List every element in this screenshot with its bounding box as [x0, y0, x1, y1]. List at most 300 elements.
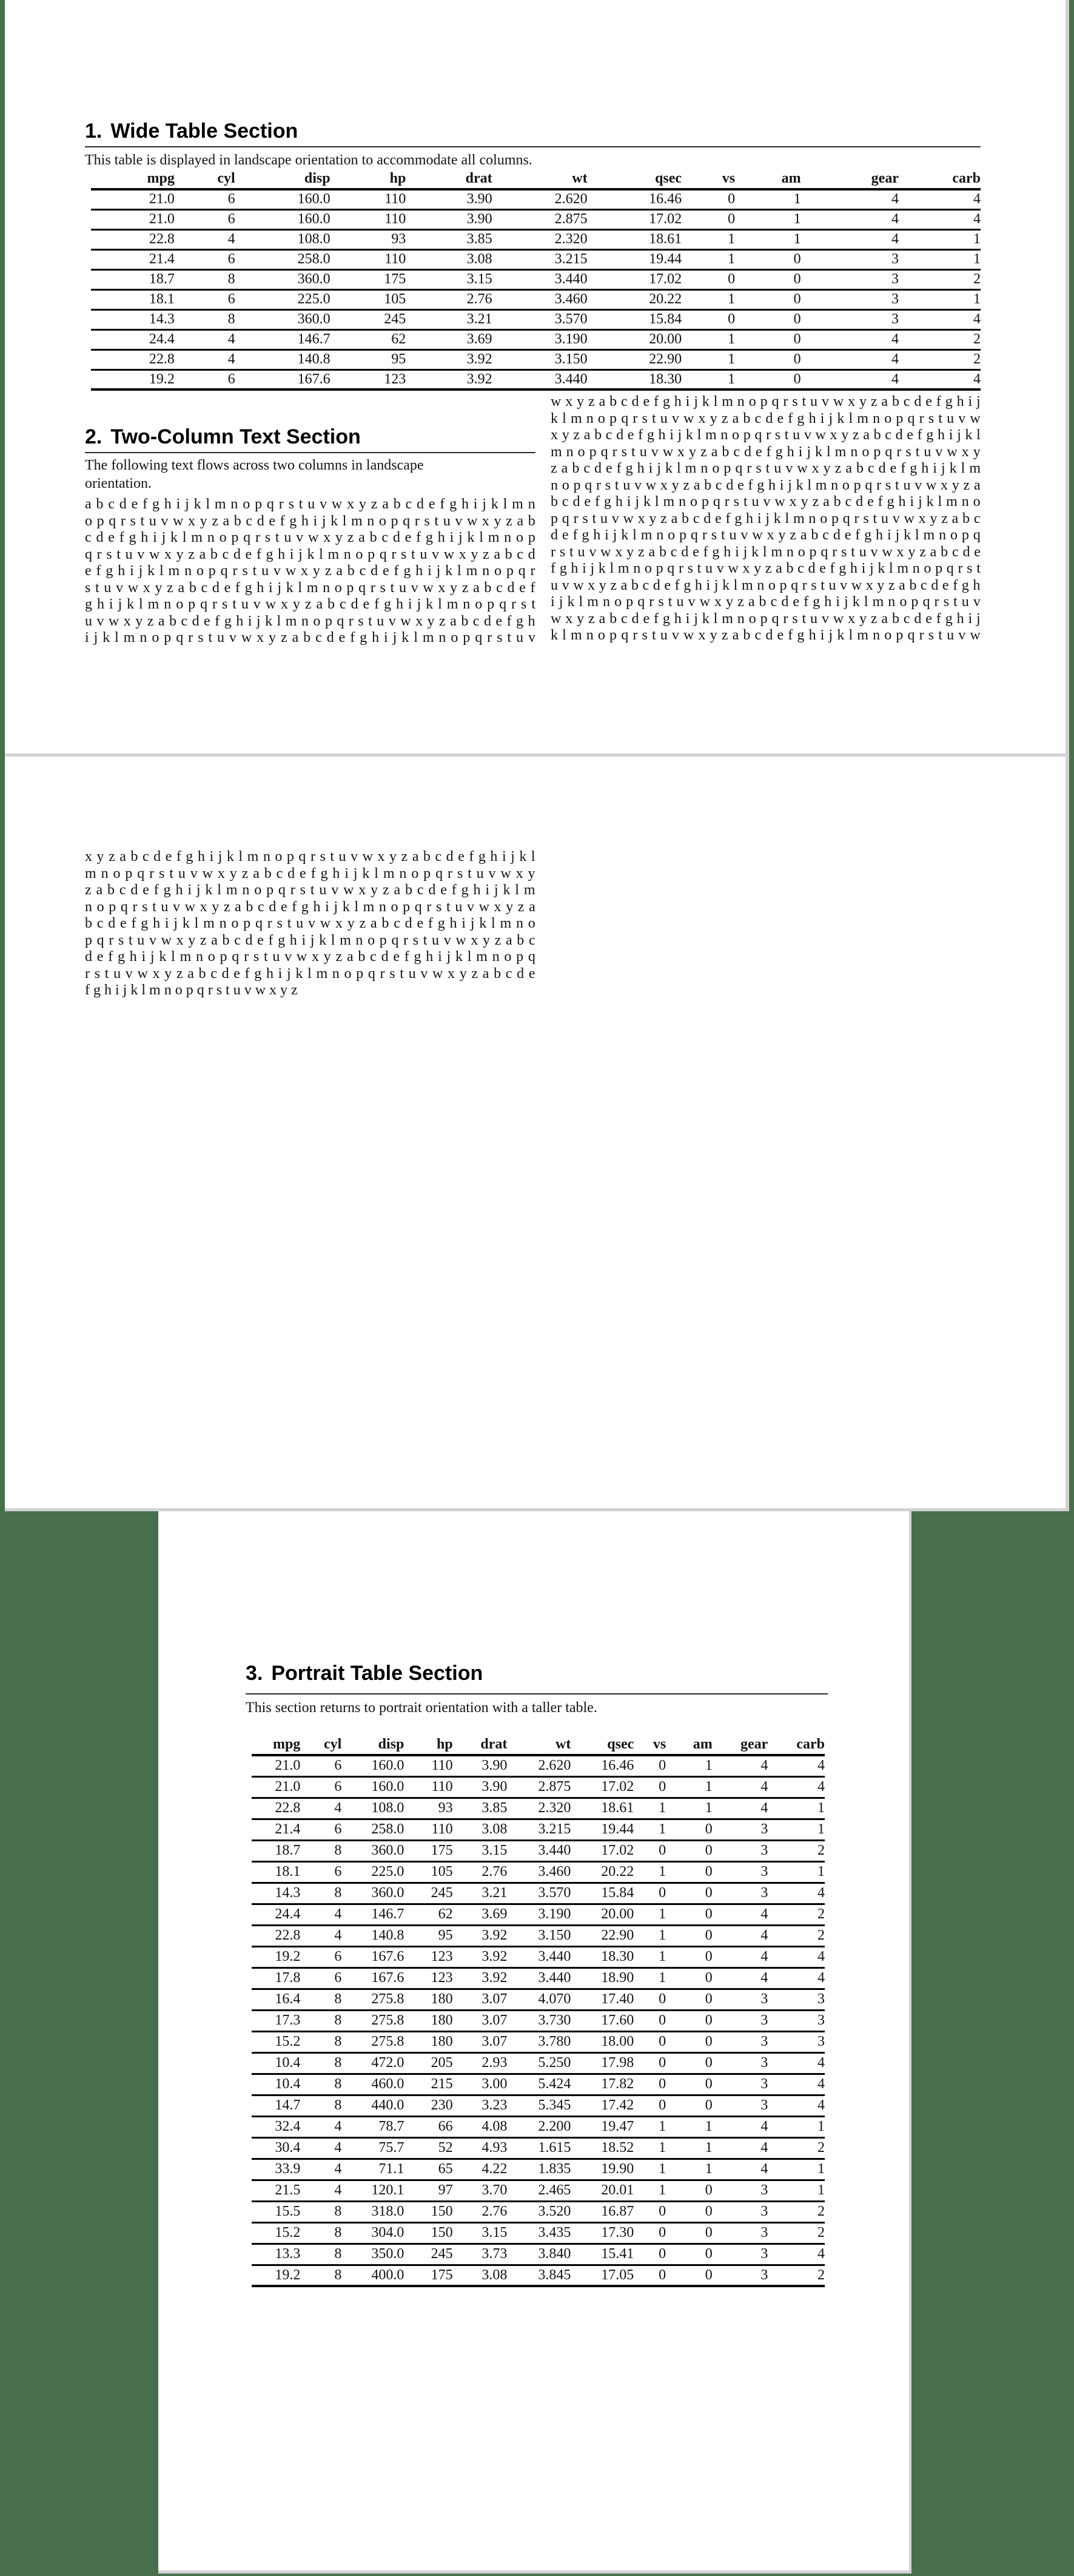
table-cell: 21.4	[149, 251, 175, 267]
table-cell: 3	[760, 2012, 768, 2028]
table-cell: 22.8	[275, 1927, 301, 1943]
table-cell: 0	[705, 2055, 713, 2071]
table-cell: 1	[705, 1758, 713, 1774]
table-cell: 180	[431, 2034, 453, 2049]
table-cell: 8	[334, 1885, 342, 1901]
table-cell: 4	[334, 2119, 342, 2134]
table-header	[91, 169, 981, 189]
column-header: mpg	[147, 170, 175, 186]
table-cell: 160.0	[371, 1779, 404, 1795]
table-cell: 0	[659, 2055, 666, 2071]
column-header: disp	[378, 1736, 404, 1752]
table-cell: 93	[438, 1800, 453, 1816]
table-cell: 17.98	[601, 2055, 634, 2071]
table-cell: 400.0	[371, 2267, 404, 2283]
table-cell: 15.2	[275, 2225, 301, 2241]
heading-title: Wide Table Section	[110, 120, 298, 143]
table-cell: 1	[728, 231, 736, 247]
table-cell: 0	[705, 2034, 713, 2049]
alphabet-line: k l m n o p q r s t u v w x y z a b c d e f g h i j k l m n o p q r s t u v w	[551, 627, 981, 643]
table-cell: 150	[431, 2203, 453, 2219]
table-cell: 1	[793, 191, 801, 207]
alphabet-line: d e f g h i j k l m n o p q r s t u v w x y z a b c d e f g h i j k l m n o p q	[551, 527, 981, 543]
table-cell: 3.70	[482, 2182, 508, 2198]
alphabet-line: r s t u v w x y z a b c d e f g h i j k l m n o p q r s t u v w x y z a b c d e	[551, 544, 981, 560]
table-cell: 0	[705, 1864, 713, 1880]
table-cell: 110	[431, 1821, 453, 1837]
table-cell: 110	[431, 1758, 453, 1774]
alphabet-line: z a b c d e f g h i j k l m n o p q r s t u v w x y z a b c d e f g h i j k l m	[551, 460, 981, 476]
table-cell: 4	[817, 2055, 825, 2071]
table-cell: 0	[705, 2097, 713, 2113]
table-cell: 15.5	[275, 2203, 301, 2219]
table-cell: 3	[891, 271, 899, 287]
table-cell: 8	[334, 2097, 342, 2113]
table-cell: 21.4	[275, 1821, 301, 1837]
table-cell: 175	[431, 1843, 453, 1858]
table-cell: 4	[817, 2076, 825, 2092]
table-header	[252, 1735, 825, 1755]
table-row	[252, 2052, 825, 2074]
table-cell: 10.4	[275, 2076, 301, 2092]
column-header: am	[781, 170, 801, 186]
table-cell: 0	[659, 2246, 666, 2262]
alphabet-text-column-2	[551, 394, 981, 644]
table-cell: 1	[817, 1864, 825, 1880]
table-cell: 2.200	[538, 2119, 571, 2134]
table-row	[252, 1946, 825, 1967]
column-header: vs	[653, 1736, 666, 1752]
table-cell: 0	[659, 2267, 666, 2283]
heading-rule	[85, 452, 535, 453]
table-cell: 3.780	[538, 2034, 571, 2049]
page-2	[5, 757, 1069, 1511]
table-cell: 3.90	[482, 1758, 508, 1774]
table-cell: 3.570	[538, 1885, 571, 1901]
table-cell: 1	[705, 2119, 713, 2134]
table-cell: 1	[659, 1864, 666, 1880]
table-cell: 3	[891, 251, 899, 267]
table-row	[91, 289, 981, 309]
table-cell: 4.08	[482, 2119, 508, 2134]
table-cell: 3.90	[482, 1779, 508, 1795]
table-cell: 108.0	[297, 231, 331, 247]
table-cell: 2	[817, 1927, 825, 1943]
table-cell: 1.835	[538, 2161, 571, 2177]
table-cell: 3	[760, 1885, 768, 1901]
alphabet-line: u v w x y z a b c d e f g h i j k l m n o p q r s t u v w x y z a b c d e f g h	[551, 577, 981, 593]
table-row	[252, 2180, 825, 2201]
table-row	[91, 209, 981, 229]
table-cell: 3.73	[482, 2246, 508, 2262]
table-body	[252, 1755, 825, 2286]
table-cell: 15.84	[601, 1885, 634, 1901]
table-row	[91, 229, 981, 249]
table-cell: 0	[659, 2203, 666, 2219]
table-cell: 0	[793, 311, 801, 327]
table-cell: 1	[728, 351, 736, 367]
table-cell: 180	[431, 1991, 453, 2007]
table-cell: 3.69	[482, 1906, 508, 1922]
table-cell: 19.90	[601, 2161, 634, 2177]
table-cell: 175	[384, 271, 406, 287]
table-cell: 360.0	[297, 271, 331, 287]
table-cell: 4	[334, 2161, 342, 2177]
table-header-row	[252, 1735, 825, 1755]
table-row	[252, 1861, 825, 1883]
table-cell: 3.07	[482, 2034, 508, 2049]
table-cell: 95	[438, 1927, 453, 1943]
table-cell: 167.6	[371, 1949, 404, 1964]
table-cell: 4	[817, 1970, 825, 1986]
table-cell: 2	[817, 2140, 825, 2156]
table-cell: 3	[817, 2034, 825, 2049]
table-row	[252, 1967, 825, 1989]
table-cell: 0	[659, 1991, 666, 2007]
table-cell: 3.23	[482, 2097, 508, 2113]
table-cell: 18.1	[149, 291, 175, 307]
section-3-intro: This section returns to portrait orientation with a taller table.	[246, 1700, 597, 1716]
table-cell: 3.21	[466, 311, 492, 327]
table-cell: 3.92	[482, 1927, 508, 1943]
alphabet-line: w x y z a b c d e f g h i j k l m n o p q r s t u v w x y z a b c d e f g h i j	[551, 394, 981, 410]
table-cell: 3	[760, 2076, 768, 2092]
table-cell: 0	[659, 2034, 666, 2049]
table-cell: 20.22	[601, 1864, 634, 1880]
table-cell: 1	[659, 1927, 666, 1943]
table-cell: 2	[973, 331, 981, 347]
table-cell: 3.460	[538, 1864, 571, 1880]
table-cell: 16.46	[649, 191, 682, 207]
table-cell: 1	[705, 2161, 713, 2177]
table-row	[252, 2201, 825, 2222]
table-cell: 8	[334, 2076, 342, 2092]
heading-title: Portrait Table Section	[271, 1662, 483, 1685]
table-cell: 4	[760, 2119, 768, 2134]
table-cell: 95	[391, 351, 406, 367]
table-cell: 0	[659, 1779, 666, 1795]
table-cell: 105	[384, 291, 406, 307]
table-cell: 33.9	[275, 2161, 301, 2177]
table-cell: 4.070	[538, 1991, 571, 2007]
table-cell: 0	[728, 311, 736, 327]
column-header: wt	[572, 170, 588, 186]
table-cell: 140.8	[371, 1927, 404, 1943]
table-cell: 3	[760, 2225, 768, 2241]
table-cell: 1	[728, 291, 736, 307]
table-cell: 17.05	[601, 2267, 634, 2283]
heading-rule	[85, 146, 981, 147]
table-cell: 4	[973, 211, 981, 227]
table-cell: 3	[760, 1821, 768, 1837]
table-cell: 3.92	[466, 371, 492, 387]
table-cell: 2.320	[554, 231, 588, 247]
table-cell: 6	[227, 291, 235, 307]
table-cell: 110	[384, 251, 406, 267]
table-cell: 62	[391, 331, 406, 347]
table-cell: 4	[760, 2161, 768, 2177]
table-cell: 17.02	[601, 1779, 634, 1795]
table-cell: 1	[817, 2182, 825, 2198]
table-cell: 4.22	[482, 2161, 508, 2177]
table-cell: 360.0	[371, 1843, 404, 1858]
table-cell: 3.730	[538, 2012, 571, 2028]
table-cell: 110	[431, 1779, 453, 1795]
table-row	[252, 2116, 825, 2137]
section-3-heading	[246, 1661, 483, 1685]
table-cell: 3	[760, 2203, 768, 2219]
alphabet-line: p q r s t u v w x y z a b c d e f g h i j k l m n o p q r s t u v w x y z a b c	[85, 932, 535, 948]
table-cell: 4	[760, 1779, 768, 1795]
table-cell: 8	[334, 2225, 342, 2241]
table-cell: 2.320	[538, 1800, 571, 1816]
table-cell: 0	[793, 251, 801, 267]
table-row	[252, 2159, 825, 2180]
table-cell: 4	[227, 331, 235, 347]
table-cell: 75.7	[378, 2140, 404, 2156]
table-cell: 3	[760, 1843, 768, 1858]
table-cell: 3.21	[482, 1885, 508, 1901]
table-cell: 4	[760, 1970, 768, 1986]
column-header: vs	[722, 170, 736, 186]
alphabet-line: x y z a b c d e f g h i j k l m n o p q r s t u v w x y z a b c d e f g h i j k l	[551, 427, 981, 443]
table-cell: 105	[431, 1864, 453, 1880]
column-header: hp	[436, 1736, 453, 1752]
page-1	[5, 0, 1069, 757]
table-cell: 18.7	[149, 271, 175, 287]
table-cell: 1	[659, 2182, 666, 2198]
table-cell: 160.0	[371, 1758, 404, 1774]
table-row	[252, 1755, 825, 1776]
alphabet-text-continuation	[85, 849, 535, 999]
table-cell: 245	[431, 1885, 453, 1901]
section-1-heading	[85, 119, 298, 143]
table-cell: 6	[334, 1864, 342, 1880]
table-row	[252, 2137, 825, 2159]
table-cell: 3.85	[466, 231, 492, 247]
table-cell: 22.90	[601, 1927, 634, 1943]
table-cell: 1	[817, 1821, 825, 1837]
heading-number: 2.	[85, 425, 102, 448]
table-cell: 4	[891, 231, 899, 247]
table-cell: 3.15	[482, 2225, 508, 2241]
table-cell: 230	[431, 2097, 453, 2113]
table-cell: 20.01	[601, 2182, 634, 2198]
table-row	[252, 2244, 825, 2265]
table-cell: 3	[760, 2267, 768, 2283]
table-row	[252, 1904, 825, 1925]
table-cell: 24.4	[149, 331, 175, 347]
column-header: am	[693, 1736, 713, 1752]
table-cell: 17.42	[601, 2097, 634, 2113]
table-cell: 4	[760, 1800, 768, 1816]
alphabet-line: c d e f g h i j k l m n o p q r s t u v w x y z a b c d e f g h i j k l m n o p	[85, 530, 535, 545]
table-row	[252, 1989, 825, 2010]
table-cell: 2.93	[482, 2055, 508, 2071]
alphabet-line: q r s t u v w x y z a b c d e f g h i j k l m n o p q r s t u v w x y z a b c d	[85, 546, 535, 562]
table-cell: 0	[705, 2012, 713, 2028]
column-header: cyl	[324, 1736, 342, 1752]
table-cell: 19.44	[649, 251, 682, 267]
table-cell: 1	[728, 371, 736, 387]
table-row	[252, 1925, 825, 1946]
table-cell: 14.7	[275, 2097, 301, 2113]
table-row	[252, 2074, 825, 2095]
table-cell: 123	[431, 1970, 453, 1986]
alphabet-line: k l m n o p q r s t u v w x y z a b c d e f g h i j k l m n o p q r s t u v w	[551, 410, 981, 427]
table-cell: 21.0	[275, 1758, 301, 1774]
table-cell: 2	[817, 2225, 825, 2241]
portrait-table	[252, 1735, 825, 2287]
table-cell: 4	[891, 371, 899, 387]
table-cell: 160.0	[297, 191, 331, 207]
table-cell: 160.0	[297, 211, 331, 227]
table-cell: 32.4	[275, 2119, 301, 2134]
table-cell: 3.440	[554, 271, 588, 287]
table-cell: 17.02	[649, 211, 682, 227]
table-cell: 0	[705, 1821, 713, 1837]
table-cell: 123	[431, 1949, 453, 1964]
table-cell: 0	[705, 1843, 713, 1858]
table-cell: 16.87	[601, 2203, 634, 2219]
table-cell: 110	[384, 211, 406, 227]
table-cell: 17.40	[601, 1991, 634, 2007]
table-cell: 4	[817, 1779, 825, 1795]
table-cell: 2	[973, 351, 981, 367]
table-cell: 2	[817, 1906, 825, 1922]
alphabet-line: o p q r s t u v w x y z a b c d e f g h i j k l m n o p q r s t u v w x y z a b	[85, 513, 535, 529]
table-cell: 22.90	[649, 351, 682, 367]
table-cell: 16.46	[601, 1758, 634, 1774]
table-row	[91, 329, 981, 349]
table-cell: 20.00	[601, 1906, 634, 1922]
table-cell: 0	[793, 271, 801, 287]
table-cell: 4	[227, 231, 235, 247]
table-cell: 1	[817, 2119, 825, 2134]
table-cell: 2.620	[538, 1758, 571, 1774]
table-cell: 4	[891, 211, 899, 227]
table-cell: 65	[438, 2161, 453, 2177]
table-header-row	[91, 169, 981, 189]
table-cell: 0	[705, 1949, 713, 1964]
column-header: wt	[555, 1736, 571, 1752]
table-cell: 108.0	[371, 1800, 404, 1816]
table-cell: 1	[659, 2161, 666, 2177]
table-cell: 4	[891, 191, 899, 207]
alphabet-line: b c d e f g h i j k l m n o p q r s t u v w x y z a b c d e f g h i j k l m n o	[85, 915, 535, 931]
table-cell: 3	[817, 2012, 825, 2028]
table-cell: 2.465	[538, 2182, 571, 2198]
table-cell: 1	[659, 1949, 666, 1964]
table-cell: 1	[793, 211, 801, 227]
table-cell: 0	[705, 2225, 713, 2241]
table-cell: 120.1	[371, 2182, 404, 2198]
table-cell: 8	[334, 2034, 342, 2049]
table-cell: 5.424	[538, 2076, 571, 2092]
alphabet-line: x y z a b c d e f g h i j k l m n o p q r s t u v w x y z a b c d e f g h i j k l	[85, 849, 535, 865]
table-cell: 4	[817, 1949, 825, 1964]
table-cell: 440.0	[371, 2097, 404, 2113]
table-cell: 4	[973, 371, 981, 387]
alphabet-line: w x y z a b c d e f g h i j k l m n o p q r s t u v w x y z a b c d e f g h i j	[551, 610, 981, 627]
table-cell: 3.92	[482, 1970, 508, 1986]
table-cell: 0	[793, 351, 801, 367]
table-cell: 2.875	[554, 211, 588, 227]
heading-title: Two-Column Text Section	[110, 425, 361, 448]
table-cell: 0	[705, 2203, 713, 2219]
table-cell: 167.6	[371, 1970, 404, 1986]
table-cell: 3.440	[538, 1970, 571, 1986]
table-cell: 245	[431, 2246, 453, 2262]
table-row	[252, 1883, 825, 1904]
table-cell: 3.08	[482, 1821, 508, 1837]
table-cell: 22.8	[149, 231, 175, 247]
table-cell: 8	[334, 2055, 342, 2071]
alphabet-line: m n o p q r s t u v w x y z a b c d e f g h i j k l m n o p q r s t u v w x y	[551, 443, 981, 460]
table-cell: 3.08	[466, 251, 492, 267]
table-cell: 0	[793, 371, 801, 387]
table-cell: 20.22	[649, 291, 682, 307]
table-cell: 6	[334, 1758, 342, 1774]
table-cell: 175	[431, 2267, 453, 2283]
table-row	[252, 1798, 825, 1819]
table-cell: 258.0	[297, 251, 331, 267]
table-cell: 1	[793, 231, 801, 247]
table-row	[252, 1840, 825, 1861]
table-cell: 8	[227, 311, 235, 327]
table-cell: 167.6	[297, 371, 331, 387]
column-header: carb	[796, 1736, 825, 1752]
table-cell: 3.92	[482, 1949, 508, 1964]
table-cell: 3.150	[538, 1927, 571, 1943]
section-1-intro: This table is displayed in landscape orientation to accommodate all columns.	[85, 152, 532, 168]
table-cell: 3.90	[466, 191, 492, 207]
table-cell: 3.00	[482, 2076, 508, 2092]
table-cell: 1	[817, 1800, 825, 1816]
table-cell: 3.440	[554, 371, 588, 387]
table-cell: 146.7	[371, 1906, 404, 1922]
table-cell: 4	[760, 1927, 768, 1943]
table-cell: 0	[705, 2076, 713, 2092]
column-header: qsec	[607, 1736, 634, 1752]
table-cell: 3.520	[538, 2203, 571, 2219]
table-cell: 4	[227, 351, 235, 367]
alphabet-line: r s t u v w x y z a b c d e f g h i j k l m n o p q r s t u v w x y z a b c d e	[85, 965, 535, 982]
table-cell: 1	[973, 251, 981, 267]
table-cell: 18.90	[601, 1970, 634, 1986]
table-row	[252, 1819, 825, 1840]
table-cell: 0	[728, 271, 736, 287]
table-cell: 0	[728, 211, 736, 227]
table-cell: 8	[334, 2246, 342, 2262]
table-cell: 6	[334, 1821, 342, 1837]
table-cell: 4	[334, 2140, 342, 2156]
table-cell: 1	[659, 1800, 666, 1816]
table-cell: 3.69	[466, 331, 492, 347]
table-cell: 3.435	[538, 2225, 571, 2241]
table-cell: 17.82	[601, 2076, 634, 2092]
table-cell: 4.93	[482, 2140, 508, 2156]
table-cell: 3	[760, 2097, 768, 2113]
table-cell: 1	[728, 331, 736, 347]
table-body	[91, 189, 981, 389]
table-cell: 18.1	[275, 1864, 301, 1880]
table-cell: 21.5	[275, 2182, 301, 2198]
table-cell: 14.3	[275, 1885, 301, 1901]
table-cell: 8	[334, 2012, 342, 2028]
table-cell: 2.76	[466, 291, 492, 307]
page-3	[158, 1511, 911, 2574]
